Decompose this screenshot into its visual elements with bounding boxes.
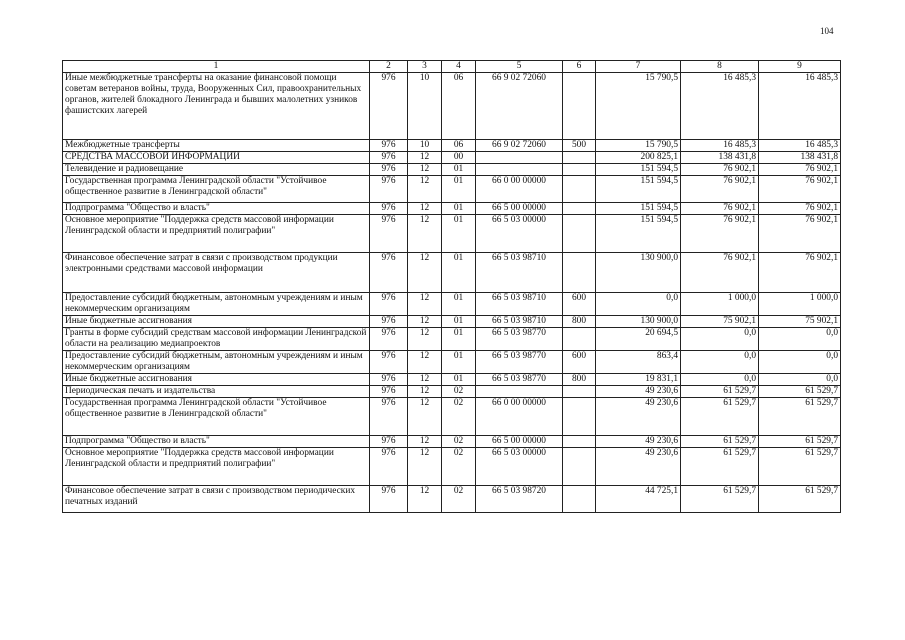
section-code-cell: 12 <box>408 215 442 253</box>
subsection-code-cell: 02 <box>442 436 476 448</box>
target-article-cell: 66 0 00 00000 <box>476 398 563 436</box>
row-name-cell: Финансовое обеспечение затрат в связи с производством продукции электронными средствами массовой информации <box>63 253 370 293</box>
amount-col9-cell: 61 529,7 <box>759 448 841 486</box>
subsection-code-cell: 01 <box>442 293 476 316</box>
amount-col8-cell: 76 902,1 <box>681 176 759 203</box>
ved-code-cell: 976 <box>370 215 408 253</box>
amount-col9-cell: 1 000,0 <box>759 293 841 316</box>
target-article-cell <box>476 152 563 164</box>
amount-col9-cell: 0,0 <box>759 374 841 386</box>
amount-col9-cell: 75 902,1 <box>759 316 841 328</box>
target-article-cell: 66 5 03 00000 <box>476 215 563 253</box>
amount-col8-cell: 61 529,7 <box>681 436 759 448</box>
amount-col7-cell: 49 230,6 <box>596 386 681 398</box>
expense-type-cell: 800 <box>563 374 596 386</box>
table-row <box>63 176 841 203</box>
header-cell: 9 <box>759 61 841 73</box>
section-code-cell: 12 <box>408 152 442 164</box>
amount-col9-cell: 0,0 <box>759 328 841 351</box>
row-name-cell: СРЕДСТВА МАССОВОЙ ИНФОРМАЦИИ <box>63 152 370 164</box>
row-name-cell: Государственная программа Ленинградской области "Устойчивое общественное развитие в Ленинградской области" <box>63 176 370 203</box>
subsection-code-cell: 02 <box>442 486 476 513</box>
target-article-cell <box>476 386 563 398</box>
amount-col8-cell: 75 902,1 <box>681 316 759 328</box>
table-row <box>63 398 841 436</box>
ved-code-cell: 976 <box>370 152 408 164</box>
ved-code-cell: 976 <box>370 351 408 374</box>
subsection-code-cell: 01 <box>442 253 476 293</box>
amount-col9-cell: 0,0 <box>759 351 841 374</box>
expense-type-cell <box>563 215 596 253</box>
target-article-cell: 66 5 00 00000 <box>476 436 563 448</box>
section-code-cell: 12 <box>408 436 442 448</box>
amount-col9-cell: 16 485,3 <box>759 73 841 140</box>
amount-col9-cell: 61 529,7 <box>759 486 841 513</box>
table-row <box>63 316 841 328</box>
subsection-code-cell: 01 <box>442 316 476 328</box>
table-row <box>63 215 841 253</box>
table-row <box>63 436 841 448</box>
target-article-cell: 66 9 02 72060 <box>476 73 563 140</box>
expense-type-cell <box>563 398 596 436</box>
table-row <box>63 164 841 176</box>
subsection-code-cell: 01 <box>442 374 476 386</box>
amount-col9-cell: 76 902,1 <box>759 253 841 293</box>
row-name-cell: Иные бюджетные ассигнования <box>63 374 370 386</box>
amount-col9-cell: 76 902,1 <box>759 215 841 253</box>
amount-col9-cell: 76 902,1 <box>759 164 841 176</box>
expense-type-cell <box>563 486 596 513</box>
row-name-cell: Подпрограмма "Общество и власть" <box>63 436 370 448</box>
amount-col7-cell: 151 594,5 <box>596 215 681 253</box>
amount-col7-cell: 49 230,6 <box>596 398 681 436</box>
header-cell: 4 <box>442 61 476 73</box>
header-cell: 3 <box>408 61 442 73</box>
table-row <box>63 203 841 215</box>
ved-code-cell: 976 <box>370 436 408 448</box>
expense-type-cell <box>563 176 596 203</box>
header-cell: 1 <box>63 61 370 73</box>
amount-col7-cell: 130 900,0 <box>596 316 681 328</box>
section-code-cell: 12 <box>408 448 442 486</box>
subsection-code-cell: 02 <box>442 448 476 486</box>
amount-col9-cell: 61 529,7 <box>759 398 841 436</box>
section-code-cell: 10 <box>408 73 442 140</box>
amount-col8-cell: 76 902,1 <box>681 164 759 176</box>
target-article-cell: 66 5 03 98720 <box>476 486 563 513</box>
amount-col8-cell: 16 485,3 <box>681 73 759 140</box>
ved-code-cell: 976 <box>370 203 408 215</box>
header-row <box>63 61 841 73</box>
expense-type-cell <box>563 328 596 351</box>
section-code-cell: 12 <box>408 398 442 436</box>
row-name-cell: Предоставление субсидий бюджетным, автономным учреждениям и иным некоммерческим организациям <box>63 293 370 316</box>
row-name-cell: Подпрограмма "Общество и власть" <box>63 203 370 215</box>
target-article-cell <box>476 164 563 176</box>
amount-col8-cell: 0,0 <box>681 328 759 351</box>
table-row <box>63 374 841 386</box>
amount-col8-cell: 61 529,7 <box>681 486 759 513</box>
section-code-cell: 12 <box>408 316 442 328</box>
amount-col8-cell: 61 529,7 <box>681 398 759 436</box>
row-name-cell: Иные бюджетные ассигнования <box>63 316 370 328</box>
target-article-cell: 66 5 00 00000 <box>476 203 563 215</box>
section-code-cell: 12 <box>408 386 442 398</box>
header-cell: 2 <box>370 61 408 73</box>
subsection-code-cell: 01 <box>442 164 476 176</box>
target-article-cell: 66 5 03 98710 <box>476 316 563 328</box>
table-row <box>63 351 841 374</box>
ved-code-cell: 976 <box>370 374 408 386</box>
ved-code-cell: 976 <box>370 140 408 152</box>
amount-col8-cell: 61 529,7 <box>681 386 759 398</box>
table-row <box>63 293 841 316</box>
ved-code-cell: 976 <box>370 398 408 436</box>
subsection-code-cell: 06 <box>442 140 476 152</box>
amount-col7-cell: 151 594,5 <box>596 203 681 215</box>
subsection-code-cell: 06 <box>442 73 476 140</box>
expense-type-cell: 600 <box>563 351 596 374</box>
amount-col8-cell: 76 902,1 <box>681 203 759 215</box>
page-number: 104 <box>820 26 834 36</box>
target-article-cell: 66 5 03 98710 <box>476 253 563 293</box>
table-row <box>63 328 841 351</box>
amount-col7-cell: 15 790,5 <box>596 73 681 140</box>
section-code-cell: 12 <box>408 486 442 513</box>
target-article-cell: 66 9 02 72060 <box>476 140 563 152</box>
ved-code-cell: 976 <box>370 164 408 176</box>
subsection-code-cell: 00 <box>442 152 476 164</box>
expense-type-cell <box>563 448 596 486</box>
target-article-cell: 66 5 03 98770 <box>476 374 563 386</box>
amount-col9-cell: 61 529,7 <box>759 436 841 448</box>
amount-col9-cell: 76 902,1 <box>759 176 841 203</box>
expense-type-cell: 800 <box>563 316 596 328</box>
ved-code-cell: 976 <box>370 448 408 486</box>
target-article-cell: 66 5 03 98710 <box>476 293 563 316</box>
expense-type-cell: 500 <box>563 140 596 152</box>
subsection-code-cell: 02 <box>442 398 476 436</box>
expense-type-cell <box>563 164 596 176</box>
amount-col7-cell: 49 230,6 <box>596 448 681 486</box>
amount-col7-cell: 151 594,5 <box>596 176 681 203</box>
section-code-cell: 12 <box>408 253 442 293</box>
amount-col7-cell: 0,0 <box>596 293 681 316</box>
budget-table <box>62 60 841 513</box>
table-row <box>63 386 841 398</box>
expense-type-cell <box>563 436 596 448</box>
table-row <box>63 486 841 513</box>
ved-code-cell: 976 <box>370 176 408 203</box>
amount-col8-cell: 61 529,7 <box>681 448 759 486</box>
amount-col9-cell: 61 529,7 <box>759 386 841 398</box>
target-article-cell: 66 5 03 98770 <box>476 328 563 351</box>
amount-col7-cell: 20 694,5 <box>596 328 681 351</box>
row-name-cell: Периодическая печать и издательства <box>63 386 370 398</box>
section-code-cell: 12 <box>408 164 442 176</box>
amount-col8-cell: 0,0 <box>681 351 759 374</box>
expense-type-cell <box>563 386 596 398</box>
ved-code-cell: 976 <box>370 316 408 328</box>
row-name-cell: Основное мероприятие "Поддержка средств массовой информации Ленинградской области и предприятий полиграфии" <box>63 448 370 486</box>
row-name-cell: Финансовое обеспечение затрат в связи с производством периодических печатных изданий <box>63 486 370 513</box>
section-code-cell: 10 <box>408 140 442 152</box>
row-name-cell: Межбюджетные трансферты <box>63 140 370 152</box>
subsection-code-cell: 01 <box>442 203 476 215</box>
ved-code-cell: 976 <box>370 386 408 398</box>
row-name-cell: Основное мероприятие "Поддержка средств массовой информации Ленинградской области и предприятий полиграфии" <box>63 215 370 253</box>
amount-col7-cell: 44 725,1 <box>596 486 681 513</box>
amount-col9-cell: 16 485,3 <box>759 140 841 152</box>
subsection-code-cell: 01 <box>442 176 476 203</box>
amount-col9-cell: 138 431,8 <box>759 152 841 164</box>
header-cell: 7 <box>596 61 681 73</box>
amount-col7-cell: 200 825,1 <box>596 152 681 164</box>
amount-col7-cell: 130 900,0 <box>596 253 681 293</box>
amount-col8-cell: 138 431,8 <box>681 152 759 164</box>
target-article-cell: 66 5 03 00000 <box>476 448 563 486</box>
section-code-cell: 12 <box>408 176 442 203</box>
amount-col8-cell: 1 000,0 <box>681 293 759 316</box>
target-article-cell: 66 0 00 00000 <box>476 176 563 203</box>
subsection-code-cell: 01 <box>442 328 476 351</box>
amount-col7-cell: 151 594,5 <box>596 164 681 176</box>
subsection-code-cell: 01 <box>442 215 476 253</box>
expense-type-cell: 600 <box>563 293 596 316</box>
expense-type-cell <box>563 253 596 293</box>
ved-code-cell: 976 <box>370 486 408 513</box>
row-name-cell: Гранты в форме субсидий средствам массовой информации Ленинградской области на реализацию медиапроектов <box>63 328 370 351</box>
header-cell: 8 <box>681 61 759 73</box>
amount-col8-cell: 76 902,1 <box>681 253 759 293</box>
section-code-cell: 12 <box>408 328 442 351</box>
row-name-cell: Телевидение и радиовещание <box>63 164 370 176</box>
amount-col8-cell: 16 485,3 <box>681 140 759 152</box>
ved-code-cell: 976 <box>370 253 408 293</box>
amount-col8-cell: 76 902,1 <box>681 215 759 253</box>
section-code-cell: 12 <box>408 203 442 215</box>
row-name-cell: Иные межбюджетные трансферты на оказание финансовой помощи советам ветеранов войны, труда, Вооруженных Сил, правоохранительных органов, жителей блокадного Ленинграда и бывших малолетних узников фашистских лагерей <box>63 73 370 140</box>
section-code-cell: 12 <box>408 293 442 316</box>
amount-col7-cell: 863,4 <box>596 351 681 374</box>
header-cell: 6 <box>563 61 596 73</box>
subsection-code-cell: 02 <box>442 386 476 398</box>
section-code-cell: 12 <box>408 374 442 386</box>
subsection-code-cell: 01 <box>442 351 476 374</box>
table-row <box>63 448 841 486</box>
amount-col7-cell: 15 790,5 <box>596 140 681 152</box>
ved-code-cell: 976 <box>370 293 408 316</box>
ved-code-cell: 976 <box>370 73 408 140</box>
table-row <box>63 253 841 293</box>
amount-col7-cell: 19 831,1 <box>596 374 681 386</box>
target-article-cell: 66 5 03 98770 <box>476 351 563 374</box>
expense-type-cell <box>563 152 596 164</box>
expense-type-cell <box>563 73 596 140</box>
table-row <box>63 140 841 152</box>
table-row <box>63 73 841 140</box>
section-code-cell: 12 <box>408 351 442 374</box>
amount-col9-cell: 76 902,1 <box>759 203 841 215</box>
row-name-cell: Предоставление субсидий бюджетным, автономным учреждениям и иным некоммерческим организациям <box>63 351 370 374</box>
expense-type-cell <box>563 203 596 215</box>
amount-col7-cell: 49 230,6 <box>596 436 681 448</box>
ved-code-cell: 976 <box>370 328 408 351</box>
row-name-cell: Государственная программа Ленинградской области "Устойчивое общественное развитие в Ленинградской области" <box>63 398 370 436</box>
amount-col8-cell: 0,0 <box>681 374 759 386</box>
table-row <box>63 152 841 164</box>
header-cell: 5 <box>476 61 563 73</box>
